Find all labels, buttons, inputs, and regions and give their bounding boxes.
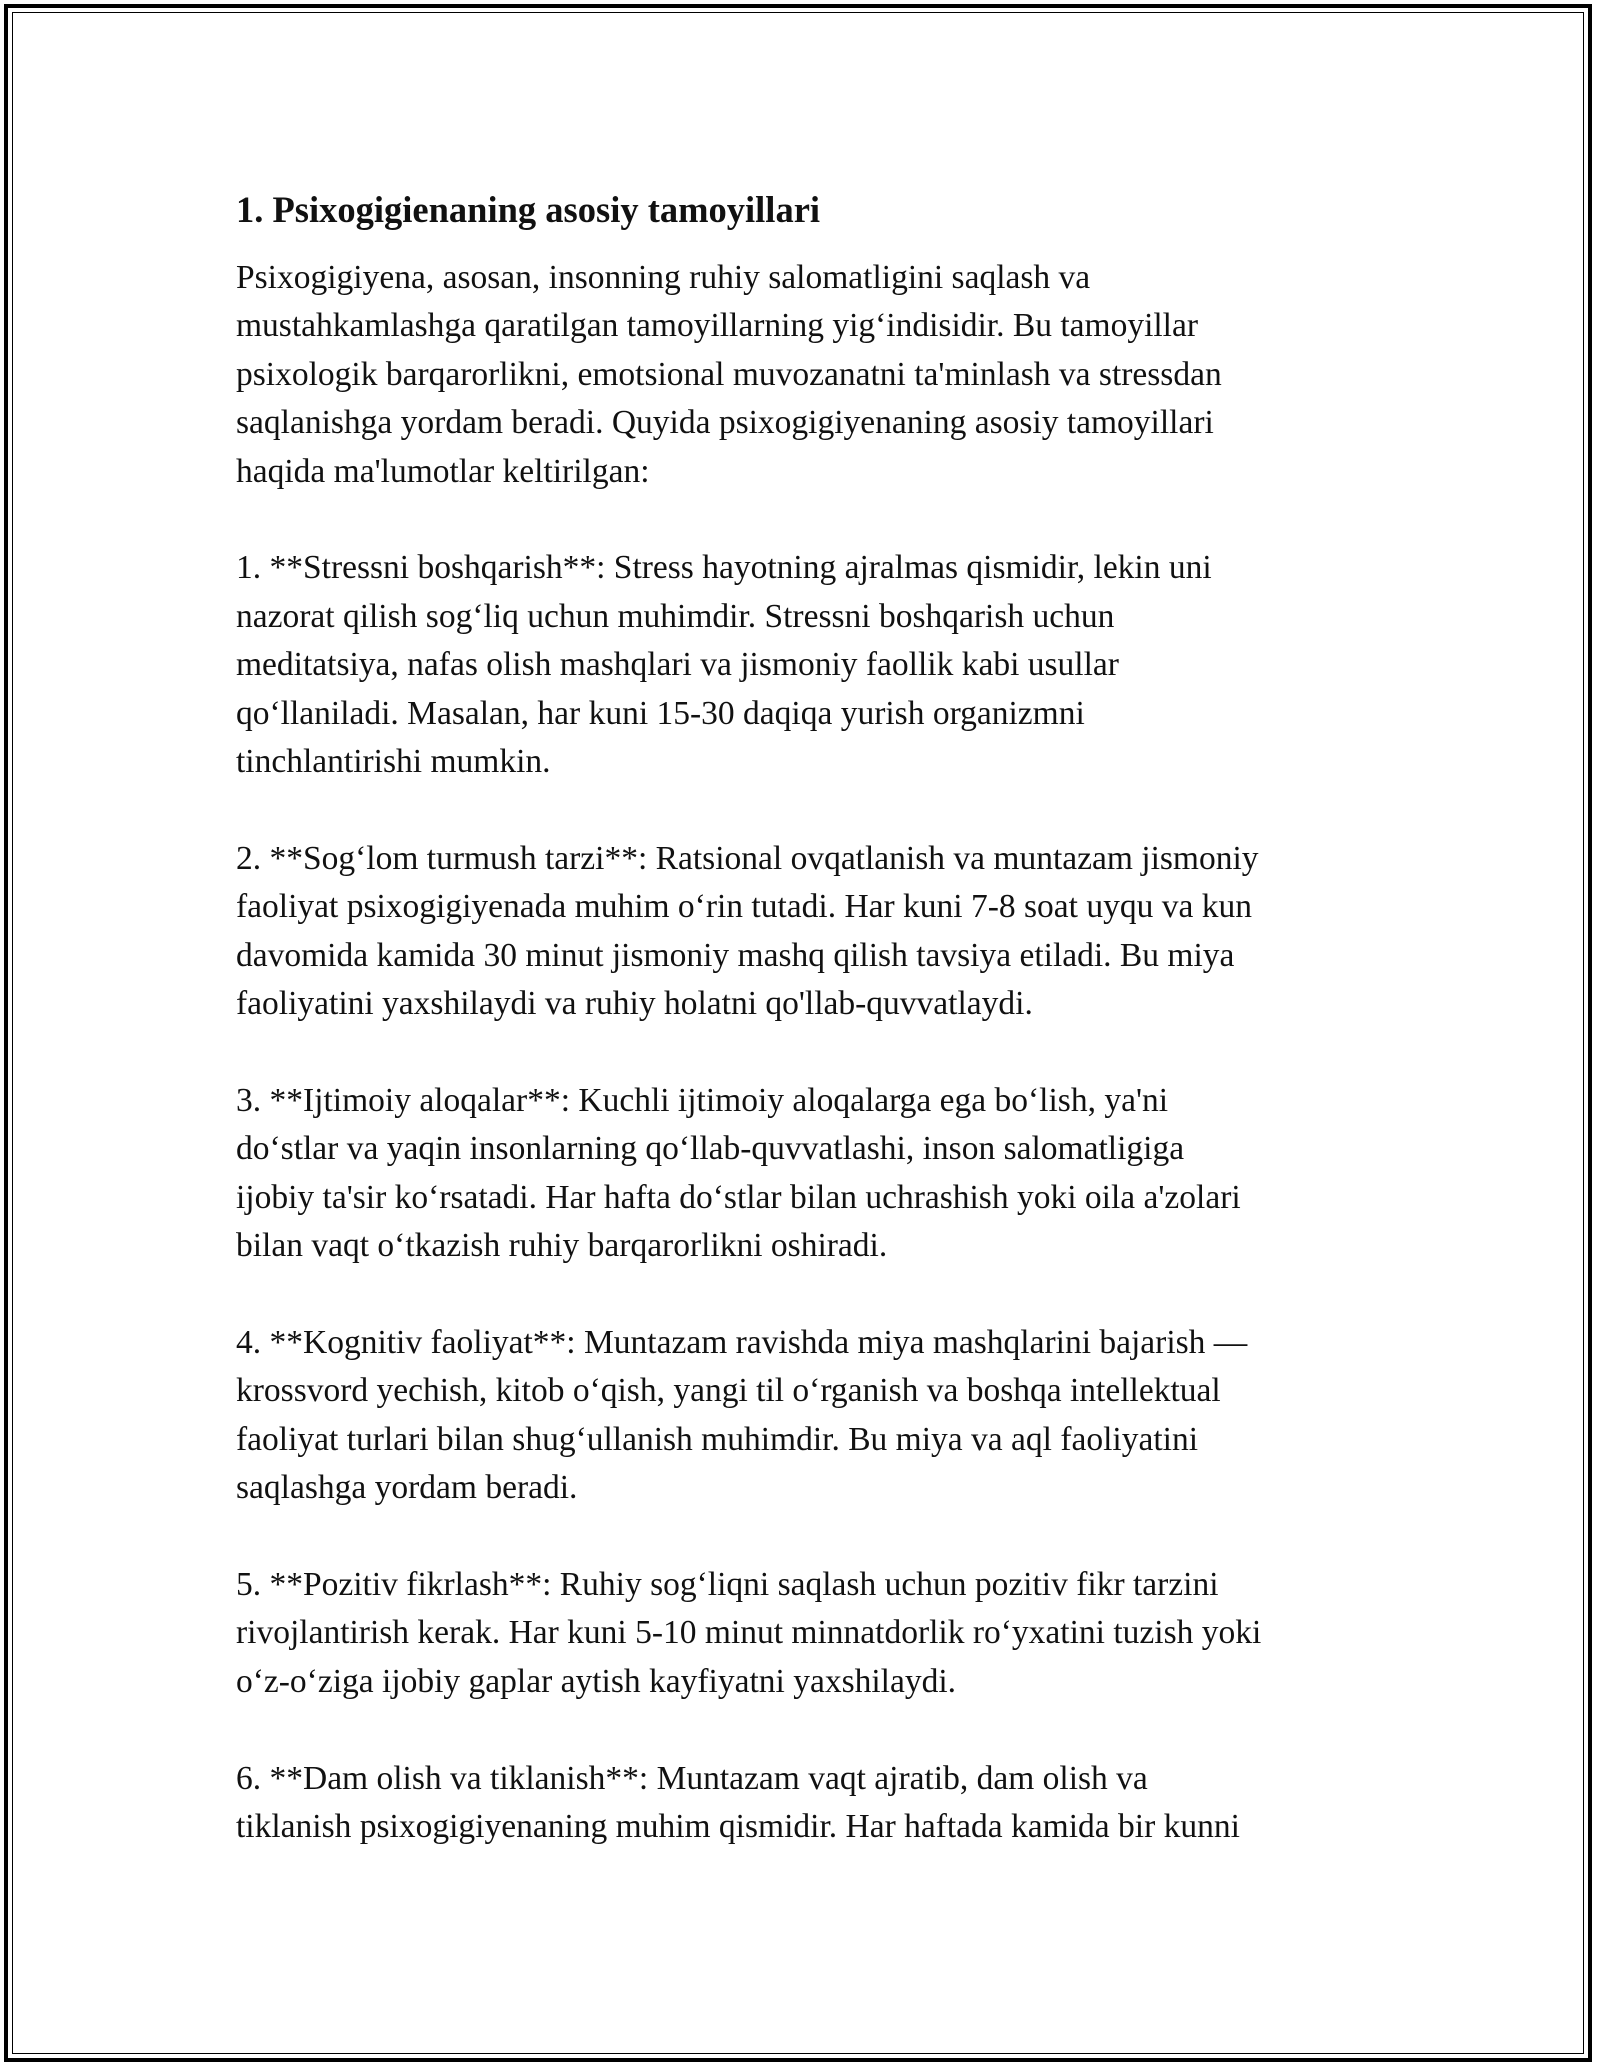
text-line: meditatsiya, nafas olish mashqlari va jismoniy faollik kabi usullar — [236, 646, 1119, 684]
text-line: bilan vaqt o‘tkazish ruhiy barqarorlikni oshiradi. — [236, 1227, 888, 1265]
text-line: do‘stlar va yaqin insonlarning qo‘llab-quvvatlashi, inson salomatligiga — [236, 1130, 1185, 1168]
text-line: 4. **Kognitiv faoliyat**: Muntazam ravishda miya mashqlarini bajarish — — [236, 1323, 1248, 1361]
text-line: haqida ma'lumotlar keltirilgan: — [236, 452, 650, 490]
text-line: 2. **Sog‘lom turmush tarzi**: Ratsional ovqatlanish va muntazam jismoniy — [236, 839, 1259, 877]
section-heading: 1. Psixogigienaning asosiy tamoyillari — [236, 189, 821, 230]
principle-healthy-lifestyle — [236, 835, 1376, 1029]
text-line: saqlanishga yordam beradi. Quyida psixogigiyenaning asosiy tamoyillari — [236, 404, 1214, 442]
text-line: ijobiy ta'sir ko‘rsatadi. Har hafta do‘stlar bilan uchrashish yoki oila a'zolari — [236, 1178, 1241, 1216]
text-line: qo‘llaniladi. Masalan, har kuni 15-30 daqiqa yurish organizmni — [236, 694, 1085, 732]
text-line: davomida kamida 30 minut jismoniy mashq qilish tavsiya etiladi. Bu miya — [236, 936, 1235, 974]
document-body — [236, 186, 1376, 1900]
text-line: 6. **Dam olish va tiklanish**: Muntazam vaqt ajratib, dam olish va — [236, 1759, 1148, 1797]
text-line: faoliyatini yaxshilaydi va ruhiy holatni qo'llab-quvvatlaydi. — [236, 985, 1033, 1023]
text-line: rivojlantirish kerak. Har kuni 5-10 minut minnatdorlik ro‘yxatini tuzish yoki — [236, 1614, 1262, 1652]
text-line: nazorat qilish sog‘liq uchun muhimdir. Stressni boshqarish uchun — [236, 597, 1115, 635]
principle-positive-thinking — [236, 1561, 1376, 1706]
text-line: faoliyat turlari bilan shug‘ullanish muhimdir. Bu miya va aql faoliyatini — [236, 1420, 1199, 1458]
text-line: 1. **Stressni boshqarish**: Stress hayotning ajralmas qismidir, lekin uni — [236, 549, 1212, 587]
text-line: faoliyat psixogigiyenada muhim o‘rin tutadi. Har kuni 7-8 soat uyqu va kun — [236, 888, 1252, 926]
principle-stress-management — [236, 544, 1376, 786]
text-line: Psixogigiyena, asosan, insonning ruhiy salomatligini saqlash va — [236, 259, 1091, 296]
intro-paragraph — [236, 254, 1376, 496]
text-line: mustahkamlashga qaratilgan tamoyillarning yig‘indisidir. Bu tamoyillar — [236, 307, 1199, 345]
text-line: 5. **Pozitiv fikrlash**: Ruhiy sog‘liqni saqlash uchun pozitiv fikr tarzini — [236, 1565, 1219, 1603]
text-line: psixologik barqarorlikni, emotsional muvozanatni ta'minlash va stressdan — [236, 355, 1222, 393]
principle-cognitive-activity — [236, 1319, 1376, 1513]
principle-social-connections — [236, 1077, 1376, 1271]
principle-rest-recovery — [236, 1755, 1376, 1852]
text-line: tinchlantirishi mumkin. — [236, 743, 551, 781]
text-line: 3. **Ijtimoiy aloqalar**: Kuchli ijtimoiy aloqalarga ega bo‘lish, ya'ni — [236, 1081, 1169, 1119]
text-line: saqlashga yordam beradi. — [236, 1469, 578, 1507]
text-line: krossvord yechish, kitob o‘qish, yangi til o‘rganish va boshqa intellektual — [236, 1372, 1221, 1410]
text-line: tiklanish psixogigiyenaning muhim qismidir. Har haftada kamida bir kunni — [236, 1807, 1240, 1845]
text-line: o‘z-o‘ziga ijobiy gaplar aytish kayfiyatni yaxshilaydi. — [236, 1662, 957, 1700]
